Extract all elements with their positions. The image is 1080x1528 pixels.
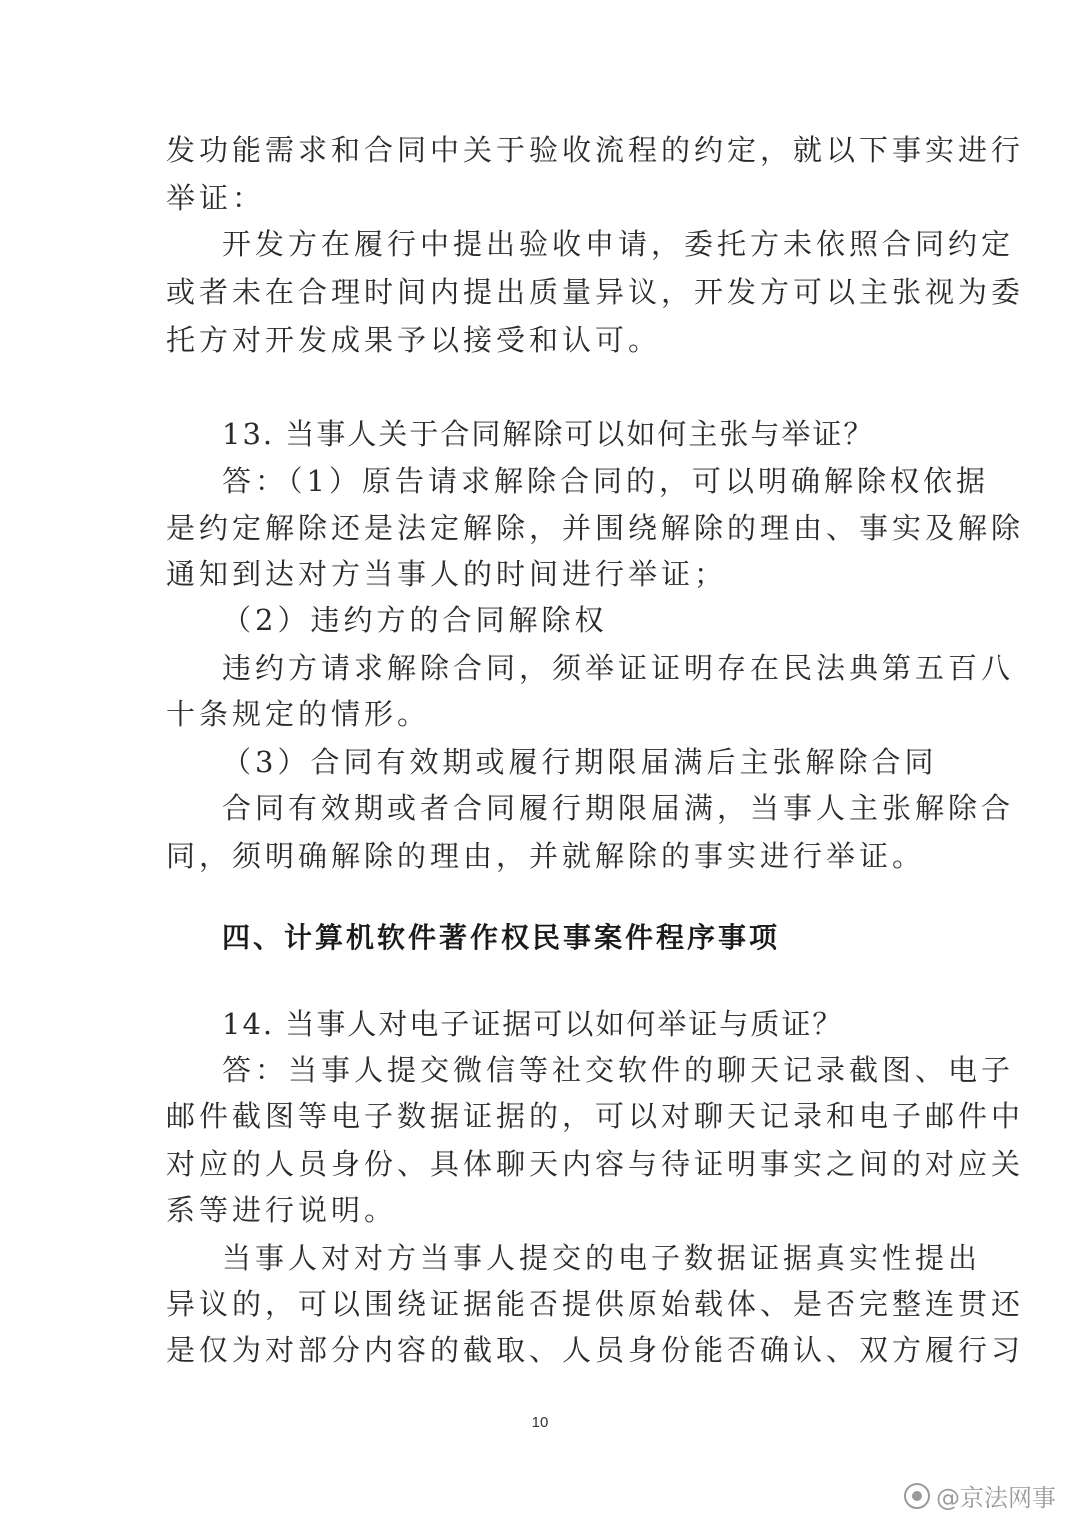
text-line: 违约方请求解除合同，须举证证明存在民法典第五百八 [222,651,1015,685]
text-line: 当事人对对方当事人提交的电子数据证据真实性提出 [222,1241,982,1275]
text-line: 开发方在履行中提出验收申请，委托方未依照合同约定 [222,227,1015,261]
text-line: 是约定解除还是法定解除，并围绕解除的理由、事实及解除 [166,511,1025,545]
question-13: 13. 当事人关于合同解除可以如何主张与举证？ [222,417,875,451]
text-line: 合同有效期或者合同履行期限届满，当事人主张解除合 [222,791,1015,825]
subheading: （3）合同有效期或履行期限届满后主张解除合同 [222,745,938,779]
text-line: 通知到达对方当事人的时间进行举证； [166,557,728,591]
text-line: 系等进行说明。 [166,1193,398,1227]
text-line: 十条规定的情形。 [166,697,431,731]
text-line: 举证： [166,181,266,215]
watermark [904,1478,1056,1513]
text-line: 答：当事人提交微信等社交软件的聊天记录截图、电子 [222,1053,1015,1087]
text-line: 答：（1）原告请求解除合同的，可以明确解除权依据 [222,464,989,498]
section-heading: 四、计算机软件著作权民事案件程序事项 [222,921,781,954]
text-line: 发功能需求和合同中关于验收流程的约定，就以下事实进行 [166,133,1025,167]
watermark-text: @京法网事 [936,1484,1056,1512]
question-14: 14. 当事人对电子证据可以如何举证与质证？ [222,1007,844,1041]
text-line: 邮件截图等电子数据证据的，可以对聊天记录和电子邮件中 [166,1099,1025,1133]
text-line: 对应的人员身份、具体聊天内容与待证明事实之间的对应关 [166,1147,1025,1181]
text-line: 是仅为对部分内容的截取、人员身份能否确认、双方履行习 [166,1333,1025,1367]
text-line: 托方对开发成果予以接受和认可。 [166,323,662,357]
page-number: 10 [531,1414,549,1431]
text-line: 异议的，可以围绕证据能否提供原始载体、是否完整连贯还 [166,1287,1025,1321]
watermark-logo-icon [904,1483,930,1509]
text-line: 或者未在合理时间内提出质量异议，开发方可以主张视为委 [166,275,1025,309]
text-line: 同，须明确解除的理由，并就解除的事实进行举证。 [166,839,926,873]
subheading: （2）违约方的合同解除权 [222,603,608,637]
